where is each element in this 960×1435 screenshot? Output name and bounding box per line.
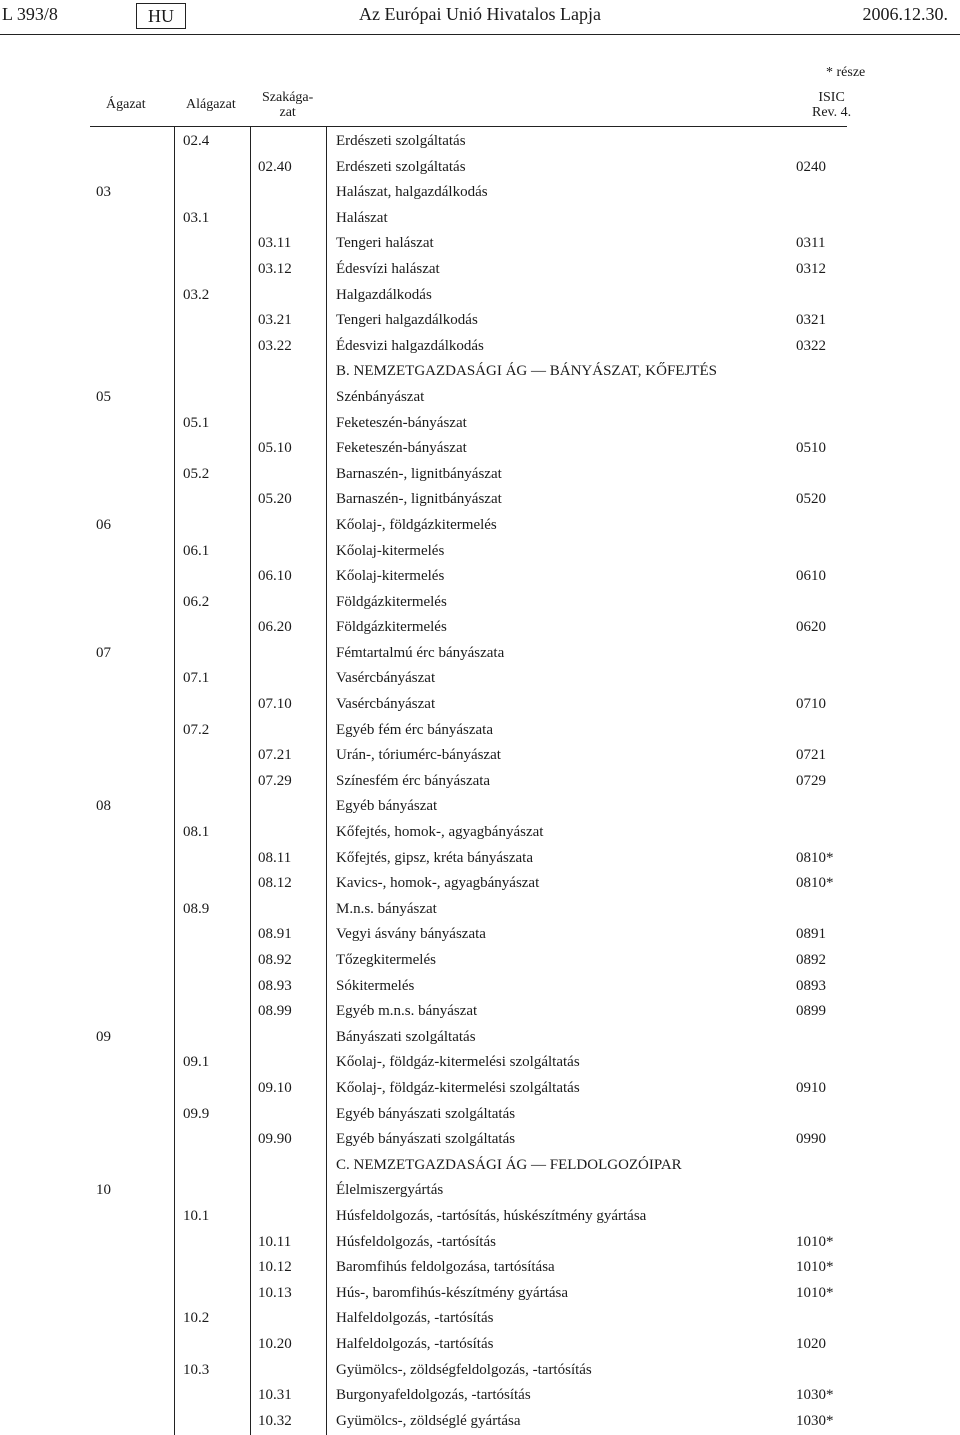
journal-title: Az Európai Unió Hivatalos Lapja (359, 4, 601, 24)
isic-code: 1010* (796, 1233, 834, 1250)
activity-description: Édesvízi halászat (336, 260, 440, 277)
agazat-code: 09 (96, 1028, 111, 1045)
table-row (0, 923, 960, 949)
header-alagazat: Alágazat (186, 97, 236, 112)
szakagazat-code: 07.29 (258, 772, 292, 789)
szakagazat-code: 10.32 (258, 1412, 292, 1429)
alagazat-code: 02.4 (183, 133, 210, 149)
alagazat-code: 10.3 (183, 1361, 210, 1378)
szakagazat-code: 08.11 (258, 849, 292, 866)
table-row (0, 207, 960, 233)
header-szakagazat-line1: Szakága- (262, 90, 314, 105)
isic-code: 0240 (796, 158, 826, 175)
alagazat-code: 06.2 (183, 593, 210, 610)
szakagazat-code: 09.10 (258, 1079, 292, 1096)
activity-description: Kőolaj-, földgáz-kitermelési szolgáltatás (336, 1054, 580, 1071)
isic-code: 0510 (796, 440, 826, 457)
activity-description: Kavics-, homok-, agyagbányászat (336, 875, 540, 892)
activity-description: Erdészeti szolgáltatás (336, 158, 466, 175)
szakagazat-code: 07.10 (258, 696, 292, 713)
activity-description: Húsfeldolgozás, -tartósítás (336, 1233, 496, 1250)
table-row (0, 667, 960, 693)
alagazat-code: 06.1 (183, 542, 210, 559)
activity-description: Színesfém érc bányászata (336, 772, 491, 789)
table-row (0, 744, 960, 770)
alagazat-code: 09.1 (183, 1054, 210, 1071)
header-isic-line2: Rev. 4. (812, 105, 852, 120)
alagazat-code: 07.1 (183, 670, 210, 687)
table-header-rule (90, 126, 847, 127)
table-row (0, 719, 960, 745)
language-code-box: HU (136, 3, 186, 29)
table-row (0, 616, 960, 642)
activity-description: Urán-, tóriumérc-bányászat (336, 747, 501, 764)
activity-description: Bányászati szolgáltatás (336, 1028, 476, 1045)
table-row (0, 1410, 960, 1435)
activity-description: Halászat (336, 209, 388, 226)
activity-description: Vegyi ásvány bányászata (336, 926, 486, 943)
isic-code: 0520 (796, 491, 826, 508)
szakagazat-code: 09.90 (258, 1131, 292, 1148)
szakagazat-code: 03.22 (258, 337, 292, 354)
header-isic (812, 90, 851, 120)
table-row (0, 693, 960, 719)
alagazat-code: 10.2 (183, 1310, 210, 1327)
table-row (0, 540, 960, 566)
agazat-code: 10 (96, 1182, 111, 1199)
activity-description: Édesvizi halgazdálkodás (336, 337, 484, 354)
szakagazat-code: 05.20 (258, 491, 292, 508)
agazat-code: 08 (96, 798, 111, 815)
szakagazat-code: 03.12 (258, 260, 292, 277)
table-row (0, 309, 960, 335)
table-row (0, 1077, 960, 1103)
alagazat-code: 09.9 (183, 1105, 210, 1122)
isic-code: 0710 (796, 696, 826, 713)
activity-description: B. NEMZETGAZDASÁGI ÁG — BÁNYÁSZAT, KŐFEJTÉS (336, 363, 717, 380)
header-szakagazat-line2: zat (279, 105, 296, 120)
table-row (0, 437, 960, 463)
szakagazat-code: 06.10 (258, 568, 292, 585)
isic-code: 0893 (796, 977, 826, 994)
isic-code: 0810* (796, 849, 834, 866)
szakagazat-code: 08.92 (258, 952, 292, 968)
isic-code: 0910 (796, 1079, 826, 1096)
alagazat-code: 05.2 (183, 465, 210, 482)
table-row (0, 642, 960, 668)
table-row (0, 156, 960, 182)
activity-description: Barnaszén-, lignitbányászat (336, 465, 502, 482)
szakagazat-code: 07.21 (258, 747, 292, 764)
alagazat-code: 05.1 (183, 414, 210, 431)
szakagazat-code: 02.40 (258, 158, 292, 175)
activity-description: Feketeszén-bányászat (336, 414, 467, 431)
szakagazat-code: 05.10 (258, 440, 292, 457)
table-row (0, 591, 960, 617)
isic-code: 0311 (796, 235, 826, 252)
szakagazat-code: 08.12 (258, 875, 292, 892)
isic-code: 0721 (796, 747, 826, 764)
table-row (0, 1000, 960, 1026)
szakagazat-code: 08.91 (258, 926, 292, 943)
isic-code: 0990 (796, 1131, 826, 1148)
table-row (0, 1051, 960, 1077)
table-row (0, 1154, 960, 1180)
page-header (0, 0, 960, 35)
table-row (0, 412, 960, 438)
table-row (0, 565, 960, 591)
table-row (0, 770, 960, 796)
table-row (0, 872, 960, 898)
activity-description: Kőolaj-kitermelés (336, 568, 445, 585)
table-row (0, 181, 960, 207)
partial-note: * része (826, 65, 866, 80)
activity-description: Halfeldolgozás, -tartósítás (336, 1335, 494, 1352)
activity-description: Kőolaj-, földgázkitermelés (336, 516, 497, 533)
szakagazat-code: 03.11 (258, 235, 292, 252)
activity-description: M.n.s. bányászat (336, 900, 437, 917)
table-row (0, 258, 960, 284)
table-row (0, 795, 960, 821)
alagazat-code: 08.9 (183, 900, 210, 917)
agazat-code: 05 (96, 388, 111, 405)
activity-description: Egyéb bányászati szolgáltatás (336, 1131, 516, 1148)
page-reference: L 393/8 (2, 4, 58, 24)
table-row (0, 1231, 960, 1257)
activity-description: Egyéb m.n.s. bányászat (336, 1003, 478, 1020)
activity-description: Gyümölcs-, zöldségfeldolgozás, -tartósítás (336, 1361, 592, 1378)
isic-code: 1010* (796, 1284, 834, 1301)
szakagazat-code: 10.11 (258, 1233, 292, 1250)
classification-table (0, 130, 960, 1435)
activity-description: Halászat, halgazdálkodás (336, 184, 488, 201)
table-row (0, 949, 960, 975)
table-row (0, 898, 960, 924)
table-row (0, 1205, 960, 1231)
szakagazat-code: 08.99 (258, 1003, 292, 1020)
table-row (0, 1026, 960, 1052)
table-row (0, 1282, 960, 1308)
szakagazat-code: 10.12 (258, 1259, 292, 1276)
publication-date: 2006.12.30. (862, 4, 948, 24)
isic-code: 1030* (796, 1387, 834, 1404)
table-row (0, 463, 960, 489)
table-row (0, 386, 960, 412)
table-row (0, 821, 960, 847)
activity-description: Kőfejtés, gipsz, kréta bányászata (336, 849, 533, 866)
table-row (0, 847, 960, 873)
activity-description: Egyéb fém érc bányászata (336, 721, 493, 738)
alagazat-code: 03.2 (183, 286, 210, 303)
table-row (0, 1179, 960, 1205)
table-row (0, 1333, 960, 1359)
activity-description: Halfeldolgozás, -tartósítás (336, 1310, 494, 1327)
isic-code: 0312 (796, 260, 826, 277)
table-row (0, 1103, 960, 1129)
szakagazat-code: 08.93 (258, 977, 292, 994)
agazat-code: 03 (96, 184, 111, 201)
isic-code: 1020 (796, 1335, 826, 1352)
isic-code: 0899 (796, 1003, 826, 1020)
table-row (0, 232, 960, 258)
header-szakagazat (262, 90, 313, 120)
alagazat-code: 03.1 (183, 209, 210, 226)
activity-description: Földgázkitermelés (336, 593, 447, 610)
isic-code: 0620 (796, 619, 826, 636)
isic-code: 0810* (796, 875, 834, 892)
header-isic-line1: ISIC (818, 90, 845, 105)
activity-description: Vasércbányászat (336, 696, 436, 713)
activity-description: Burgonyafeldolgozás, -tartósítás (336, 1387, 531, 1404)
table-row (0, 130, 960, 156)
isic-code: 0891 (796, 926, 826, 943)
szakagazat-code: 10.13 (258, 1284, 292, 1301)
table-row (0, 514, 960, 540)
activity-description: Barnaszén-, lignitbányászat (336, 491, 502, 508)
activity-description: Kőolaj-kitermelés (336, 542, 445, 559)
activity-description: Gyümölcs-, zöldséglé gyártása (336, 1412, 521, 1429)
table-row (0, 488, 960, 514)
activity-description: Kőfejtés, homok-, agyagbányászat (336, 824, 544, 841)
isic-code: 0322 (796, 337, 826, 354)
table-row (0, 1307, 960, 1333)
table-row (0, 1256, 960, 1282)
alagazat-code: 08.1 (183, 824, 210, 841)
szakagazat-code: 10.31 (258, 1387, 292, 1404)
isic-code: 0610 (796, 568, 826, 585)
activity-description: Vasércbányászat (336, 670, 436, 687)
isic-code: 0729 (796, 772, 826, 789)
activity-description: Fémtartalmú érc bányászata (336, 644, 505, 661)
agazat-code: 07 (96, 644, 111, 661)
isic-code: 0892 (796, 952, 826, 968)
activity-description: Tőzegkitermelés (336, 952, 436, 968)
alagazat-code: 10.1 (183, 1207, 210, 1224)
szakagazat-code: 03.21 (258, 312, 292, 329)
table-row (0, 1384, 960, 1410)
activity-description: Halgazdálkodás (336, 286, 432, 303)
activity-description: Szénbányászat (336, 388, 425, 405)
szakagazat-code: 10.20 (258, 1335, 292, 1352)
activity-description: Egyéb bányászati szolgáltatás (336, 1105, 516, 1122)
activity-description: C. NEMZETGAZDASÁGI ÁG — FELDOLGOZÓIPAR (336, 1156, 682, 1173)
isic-code: 1030* (796, 1412, 834, 1429)
activity-description: Kőolaj-, földgáz-kitermelési szolgáltatás (336, 1079, 580, 1096)
activity-description: Tengeri halgazdálkodás (336, 312, 478, 329)
isic-code: 0321 (796, 312, 826, 329)
isic-code: 1010* (796, 1259, 834, 1276)
szakagazat-code: 06.20 (258, 619, 292, 636)
activity-description: Erdészeti szolgáltatás (336, 133, 466, 149)
table-row (0, 335, 960, 361)
activity-description: Sókitermelés (336, 977, 415, 994)
activity-description: Földgázkitermelés (336, 619, 447, 636)
alagazat-code: 07.2 (183, 721, 210, 738)
agazat-code: 06 (96, 516, 111, 533)
activity-description: Hús-, baromfihús-készítmény gyártása (336, 1284, 569, 1301)
activity-description: Tengeri halászat (336, 235, 434, 252)
table-row (0, 975, 960, 1001)
header-agazat: Ágazat (106, 97, 146, 112)
table-row (0, 284, 960, 310)
activity-description: Baromfihús feldolgozása, tartósítása (336, 1259, 555, 1276)
table-row (0, 360, 960, 386)
table-row (0, 1128, 960, 1154)
activity-description: Húsfeldolgozás, -tartósítás, húskészítmény gyártása (336, 1207, 647, 1224)
table-row (0, 1359, 960, 1385)
activity-description: Élelmiszergyártás (336, 1182, 444, 1199)
activity-description: Feketeszén-bányászat (336, 440, 467, 457)
activity-description: Egyéb bányászat (336, 798, 438, 815)
